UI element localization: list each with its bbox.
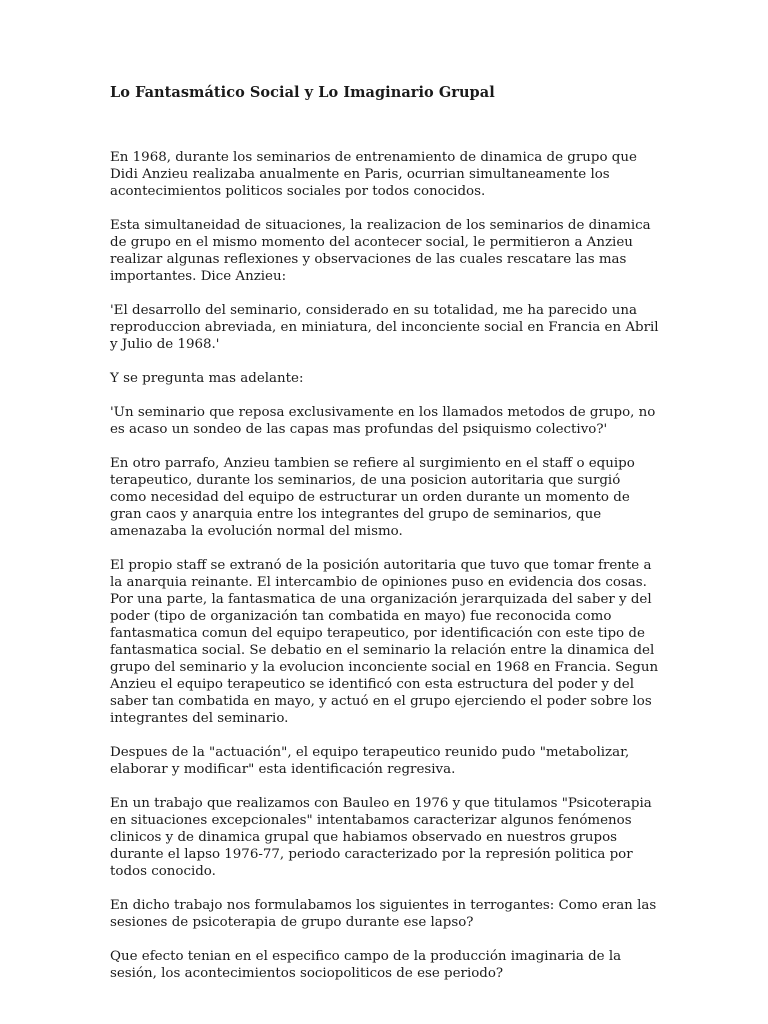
paragraph-10: En dicho trabajo nos formulabamos los siguientes in terrogantes: Como eran las sesiones de psicoterapia de grupo durante ese lapso? [110,898,657,930]
paragraph-3: 'El desarrollo del seminario, considerado en su totalidad, me ha parecido una reproduccion abreviada, en miniatura, del inconciente social en Francia en Abril y Julio de 1968.' [110,303,659,352]
paragraph-6: En otro parrafo, Anzieu tambien se refiere al surgimiento en el staff o equipo terapeutico, durante los seminarios, de una posicion autoritaria que surgió como necesidad del equipo de estructurar un orden durante un momento de gran caos y anarquia entre los integrantes del grupo de seminarios, que amenazaba la evolución normal del mismo. [110,456,635,539]
paragraph-5: 'Un seminario que reposa exclusivamente en los llamados metodos de grupo, no es acaso un sondeo de las capas mas profundas del psiquismo colectivo?' [110,405,656,437]
document-body [110,149,660,982]
paragraph-9: En un trabajo que realizamos con Bauleo en 1976 y que titulamos "Psicoterapia en situaciones excepcionales" intentabamos caracterizar algunos fenómenos clinicos y de dinamica grupal que habiamos observado en nuestros grupos durante el lapso 1976-77, periodo caracterizado por la represión politica por todos conocido. [110,796,652,879]
document-title: Lo Fantasmático Social y Lo Imaginario Grupal [110,84,495,101]
paragraph-1: En 1968, durante los seminarios de entrenamiento de dinamica de grupo que Didi Anzieu realizaba anualmente en Paris, ocurrian simultaneamente los acontecimientos politicos sociales por todos conocidos. [110,150,637,199]
paragraph-11: Que efecto tenian en el especifico campo de la producción imaginaria de la sesión, los acontecimientos sociopoliticos de ese periodo? [110,949,622,981]
paragraph-2: Esta simultaneidad de situaciones, la realizacion de los seminarios de dinamica de grupo en el mismo momento del acontecer social, le permitieron a Anzieu realizar algunas reflexiones y observaciones de las cuales rescatare las mas importantes. Dice Anzieu: [110,218,651,284]
paragraph-4: Y se pregunta mas adelante: [110,371,304,386]
paragraph-8: Despues de la "actuación", el equipo terapeutico reunido pudo "metabolizar, elaborar y modificar" esta identificación regresiva. [110,745,630,777]
paragraph-7: El propio staff se extranó de la posición autoritaria que tuvo que tomar frente a la anarquia reinante. El intercambio de opiniones puso en evidencia dos cosas. Por una parte, la fantasmatica de una organización jerarquizada del saber y del poder (tipo de organización tan combatida en mayo) fue reconocida como fantasmatica comun del equipo terapeutico, por identificación con este tipo de fantasmatica social. Se debatio en el seminario la relación entre la dinamica del grupo del seminario y la evolucion inconciente social en 1968 en Francia. Segun Anzieu el equipo terapeutico se identificó con esta estructura del poder y del saber tan combatida en mayo, y actuó en el grupo ejerciendo el poder sobre los integrantes del seminario. [110,558,659,726]
